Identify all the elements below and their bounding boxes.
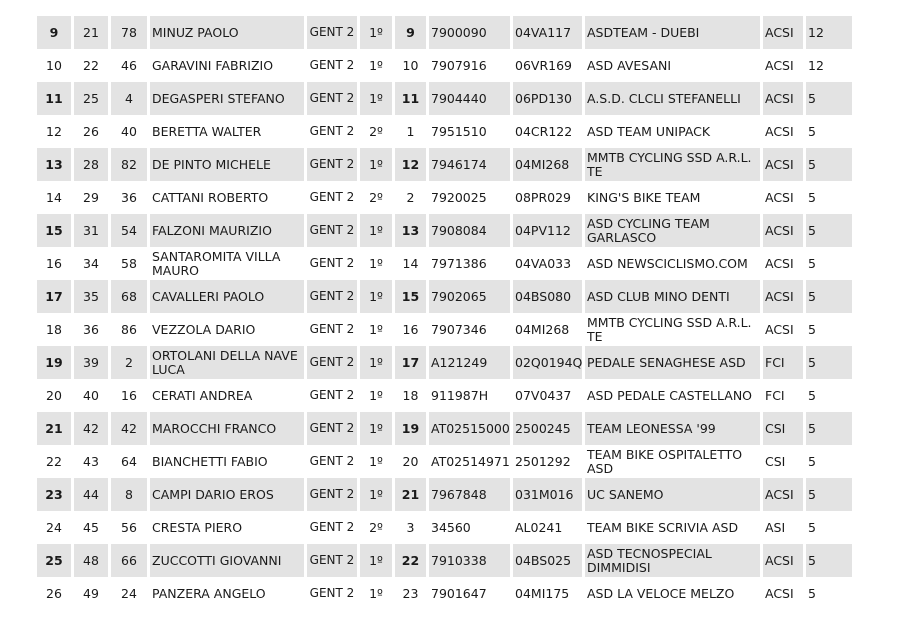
table-row (37, 181, 852, 214)
table-row (37, 214, 852, 247)
position-cell: 9 (37, 16, 71, 49)
position-cell: 16 (46, 255, 62, 271)
card-number-cell: 7910338 (429, 544, 510, 577)
level-cell: 1º (369, 321, 383, 337)
position-cell: 25 (37, 544, 71, 577)
bib-number-cell: 68 (111, 280, 147, 313)
category-position-cell: 19 (395, 412, 426, 445)
position-cell: 20 (46, 387, 62, 403)
category-position-cell: 15 (395, 280, 426, 313)
table-row (37, 148, 852, 181)
bib-number-cell: 24 (121, 585, 137, 601)
overall-position-cell: 29 (83, 189, 99, 205)
category-cell: GENT 2 (307, 214, 357, 247)
category-cell: GENT 2 (307, 346, 357, 379)
overall-position-cell: 45 (83, 519, 99, 535)
club-name-cell: ASD LA VELOCE MELZO (587, 585, 735, 601)
team-code-cell: 04BS080 (513, 280, 582, 313)
category-cell: GENT 2 (307, 544, 357, 577)
level-cell: 1º (360, 16, 392, 49)
card-number-cell: A121249 (429, 346, 510, 379)
overall-position-cell: 21 (74, 16, 108, 49)
entity-cell: ACSI (763, 16, 803, 49)
card-number-cell: 7907346 (431, 321, 487, 337)
overall-position-cell: 42 (74, 412, 108, 445)
bib-number-cell: 40 (121, 123, 137, 139)
overall-position-cell: 22 (83, 57, 99, 73)
position-cell: 14 (46, 189, 62, 205)
club-name-cell: TEAM BIKE SCRIVIA ASD (587, 519, 739, 535)
level-cell: 1º (360, 214, 392, 247)
bib-number-cell: 64 (121, 453, 137, 469)
points-cell: 5 (806, 280, 852, 313)
category-cell: GENT 2 (309, 58, 355, 72)
level-cell: 2º (369, 519, 383, 535)
level-cell: 1º (360, 82, 392, 115)
points-cell: 12 (806, 16, 852, 49)
category-cell: GENT 2 (307, 478, 357, 511)
club-name-cell: ASD NEWSCICLISMO.COM (587, 255, 748, 271)
club-name-cell: KING'S BIKE TEAM (587, 189, 701, 205)
bib-number-cell: 82 (111, 148, 147, 181)
category-cell: GENT 2 (309, 256, 355, 270)
points-cell: 5 (806, 412, 852, 445)
overall-position-cell: 39 (74, 346, 108, 379)
category-position-cell: 21 (395, 478, 426, 511)
entity-cell: ACSI (763, 82, 803, 115)
results-table (34, 16, 855, 610)
category-cell: GENT 2 (309, 388, 355, 402)
card-number-cell: 7900090 (429, 16, 510, 49)
club-name-cell: A.S.D. CLCLI STEFANELLI (585, 82, 760, 115)
team-code-cell: 04MI268 (515, 321, 570, 337)
level-cell: 1º (360, 346, 392, 379)
team-code-cell: 06PD130 (513, 82, 582, 115)
category-position-cell: 22 (395, 544, 426, 577)
category-position-cell: 20 (402, 453, 419, 469)
card-number-cell: 7902065 (429, 280, 510, 313)
overall-position-cell: 43 (83, 453, 99, 469)
card-number-cell: 7971386 (431, 255, 487, 271)
category-position-cell: 17 (395, 346, 426, 379)
card-number-cell: AT02514971 (431, 453, 510, 469)
level-cell: 1º (369, 387, 383, 403)
entity-cell: ACSI (765, 189, 794, 205)
club-name-cell: ASD PEDALE CASTELLANO (587, 387, 753, 403)
entity-cell: ACSI (763, 148, 803, 181)
club-name-cell: PEDALE SENAGHESE ASD (585, 346, 760, 379)
table-row (37, 247, 852, 280)
table-row (37, 16, 852, 49)
rider-name-cell: DEGASPERI STEFANO (150, 82, 304, 115)
level-cell: 1º (369, 453, 383, 469)
card-number-cell: 7907916 (431, 57, 487, 73)
position-cell: 11 (37, 82, 71, 115)
entity-cell: FCI (763, 346, 803, 379)
points-cell: 5 (806, 346, 852, 379)
rider-name-cell: CERATI ANDREA (152, 387, 253, 403)
bib-number-cell: 4 (111, 82, 147, 115)
bib-number-cell: 8 (111, 478, 147, 511)
category-cell: GENT 2 (309, 322, 355, 336)
rider-name-cell: FALZONI MAURIZIO (150, 214, 304, 247)
bib-number-cell: 46 (121, 57, 137, 73)
table-row (37, 478, 852, 511)
category-cell: GENT 2 (307, 82, 357, 115)
points-cell: 5 (806, 148, 852, 181)
club-name-cell: MMTB CYCLING SSD A.R.L. TE (585, 148, 760, 181)
category-position-cell: 16 (402, 321, 419, 337)
bib-number-cell: 86 (121, 321, 137, 337)
points-cell: 5 (806, 478, 852, 511)
rider-name-cell: MAROCCHI FRANCO (150, 412, 304, 445)
team-code-cell: 04MI175 (515, 585, 570, 601)
level-cell: 1º (369, 57, 383, 73)
rider-name-cell: BIANCHETTI FABIO (152, 453, 268, 469)
club-name-cell: ASD TEAM UNIPACK (587, 123, 711, 139)
entity-cell: FCI (765, 387, 785, 403)
team-code-cell: 02Q0194Q (513, 346, 582, 379)
bib-number-cell: 16 (121, 387, 137, 403)
card-number-cell: 7920025 (431, 189, 487, 205)
card-number-cell: 7901647 (431, 585, 487, 601)
position-cell: 15 (37, 214, 71, 247)
points-cell: 12 (808, 57, 824, 73)
overall-position-cell: 49 (83, 585, 99, 601)
rider-name-cell: CATTANI ROBERTO (152, 189, 269, 205)
points-cell: 5 (806, 82, 852, 115)
rider-name-cell: ORTOLANI DELLA NAVE LUCA (150, 346, 304, 379)
points-cell: 5 (808, 321, 816, 337)
category-position-cell: 12 (395, 148, 426, 181)
rider-name-cell: CRESTA PIERO (152, 519, 243, 535)
rider-name-cell: VEZZOLA DARIO (152, 321, 256, 337)
category-position-cell: 14 (402, 255, 419, 271)
bib-number-cell: 2 (111, 346, 147, 379)
position-cell: 10 (46, 57, 62, 73)
rider-name-cell: GARAVINI FABRIZIO (152, 57, 274, 73)
points-cell: 5 (808, 585, 816, 601)
table-row (37, 511, 852, 544)
entity-cell: ACSI (765, 255, 794, 271)
category-position-cell: 1 (406, 123, 415, 139)
club-name-cell: ASD CYCLING TEAM GARLASCO (585, 214, 760, 247)
team-code-cell: 04VA117 (513, 16, 582, 49)
club-name-cell: ASD CLUB MINO DENTI (585, 280, 760, 313)
entity-cell: ACSI (765, 123, 794, 139)
rider-name-cell: MINUZ PAOLO (150, 16, 304, 49)
table-row (37, 577, 852, 610)
category-position-cell: 13 (395, 214, 426, 247)
bib-number-cell: 58 (121, 255, 137, 271)
position-cell: 13 (37, 148, 71, 181)
points-cell: 5 (808, 123, 816, 139)
rider-name-cell: DE PINTO MICHELE (150, 148, 304, 181)
rider-name-cell: CAMPI DARIO EROS (150, 478, 304, 511)
entity-cell: ACSI (763, 214, 803, 247)
points-cell: 5 (808, 255, 816, 271)
category-cell: GENT 2 (309, 520, 355, 534)
overall-position-cell: 36 (83, 321, 99, 337)
bib-number-cell: 42 (111, 412, 147, 445)
category-position-cell: 23 (402, 585, 419, 601)
category-position-cell: 2 (406, 189, 415, 205)
team-code-cell: 2501292 (515, 453, 571, 469)
entity-cell: ACSI (763, 280, 803, 313)
overall-position-cell: 28 (74, 148, 108, 181)
table-row (37, 544, 852, 577)
club-name-cell: TEAM BIKE OSPITALETTO ASD (587, 446, 743, 476)
card-number-cell: 7908084 (429, 214, 510, 247)
card-number-cell: AT02515000 (429, 412, 510, 445)
bib-number-cell: 78 (111, 16, 147, 49)
level-cell: 1º (360, 544, 392, 577)
overall-position-cell: 40 (83, 387, 99, 403)
position-cell: 24 (46, 519, 62, 535)
bib-number-cell: 56 (121, 519, 137, 535)
points-cell: 5 (806, 214, 852, 247)
card-number-cell: 34560 (431, 519, 471, 535)
entity-cell: CSI (763, 412, 803, 445)
rider-name-cell: CAVALLERI PAOLO (150, 280, 304, 313)
rider-name-cell: ZUCCOTTI GIOVANNI (150, 544, 304, 577)
entity-cell: ACSI (765, 321, 794, 337)
position-cell: 23 (37, 478, 71, 511)
team-code-cell: AL0241 (515, 519, 563, 535)
level-cell: 2º (369, 189, 383, 205)
table-row (37, 346, 852, 379)
position-cell: 18 (46, 321, 62, 337)
team-code-cell: 07V0437 (515, 387, 572, 403)
card-number-cell: 7951510 (431, 123, 487, 139)
bib-number-cell: 36 (121, 189, 137, 205)
points-cell: 5 (808, 189, 816, 205)
overall-position-cell: 48 (74, 544, 108, 577)
position-cell: 26 (46, 585, 62, 601)
entity-cell: CSI (765, 453, 786, 469)
entity-cell: ACSI (763, 544, 803, 577)
rider-name-cell: PANZERA ANGELO (152, 585, 266, 601)
overall-position-cell: 34 (83, 255, 99, 271)
position-cell: 21 (37, 412, 71, 445)
team-code-cell: 06VR169 (515, 57, 573, 73)
card-number-cell: 911987H (431, 387, 489, 403)
club-name-cell: ASD TECNOSPECIAL DIMMIDISI (585, 544, 760, 577)
category-position-cell: 10 (402, 57, 419, 73)
level-cell: 1º (369, 585, 383, 601)
team-code-cell: 04PV112 (513, 214, 582, 247)
club-name-cell: MMTB CYCLING SSD A.R.L. TE (587, 314, 752, 344)
level-cell: 1º (360, 412, 392, 445)
team-code-cell: 08PR029 (515, 189, 571, 205)
position-cell: 19 (37, 346, 71, 379)
level-cell: 1º (360, 478, 392, 511)
table-row (37, 445, 852, 478)
club-name-cell: TEAM LEONESSA '99 (585, 412, 760, 445)
position-cell: 17 (37, 280, 71, 313)
overall-position-cell: 25 (74, 82, 108, 115)
points-cell: 5 (808, 453, 816, 469)
level-cell: 2º (369, 123, 383, 139)
points-cell: 5 (808, 387, 816, 403)
entity-cell: ACSI (765, 57, 794, 73)
points-cell: 5 (808, 519, 816, 535)
results-body (37, 16, 852, 610)
entity-cell: ACSI (765, 585, 794, 601)
level-cell: 1º (369, 255, 383, 271)
position-cell: 22 (46, 453, 62, 469)
club-name-cell: ASDTEAM - DUEBI (585, 16, 760, 49)
level-cell: 1º (360, 280, 392, 313)
category-cell: GENT 2 (309, 586, 355, 600)
team-code-cell: 2500245 (513, 412, 582, 445)
card-number-cell: 7904440 (429, 82, 510, 115)
table-row (37, 82, 852, 115)
club-name-cell: ASD AVESANI (587, 57, 672, 73)
table-row (37, 280, 852, 313)
category-cell: GENT 2 (307, 148, 357, 181)
category-cell: GENT 2 (309, 454, 355, 468)
entity-cell: ASI (765, 519, 786, 535)
bib-number-cell: 54 (111, 214, 147, 247)
team-code-cell: 04CR122 (515, 123, 573, 139)
level-cell: 1º (360, 148, 392, 181)
overall-position-cell: 31 (74, 214, 108, 247)
entity-cell: ACSI (763, 478, 803, 511)
table-row (37, 412, 852, 445)
table-row (37, 313, 852, 346)
table-row (37, 115, 852, 148)
overall-position-cell: 35 (74, 280, 108, 313)
rider-name-cell: BERETTA WALTER (152, 123, 262, 139)
rider-name-cell: SANTAROMITA VILLA MAURO (152, 248, 281, 278)
category-cell: GENT 2 (307, 16, 357, 49)
points-cell: 5 (806, 544, 852, 577)
overall-position-cell: 44 (74, 478, 108, 511)
category-cell: GENT 2 (309, 190, 355, 204)
team-code-cell: 04BS025 (513, 544, 582, 577)
category-cell: GENT 2 (307, 412, 357, 445)
table-row (37, 49, 852, 82)
club-name-cell: UC SANEMO (585, 478, 760, 511)
table-row (37, 379, 852, 412)
team-code-cell: 04MI268 (513, 148, 582, 181)
category-cell: GENT 2 (307, 280, 357, 313)
position-cell: 12 (46, 123, 62, 139)
category-position-cell: 3 (406, 519, 415, 535)
overall-position-cell: 26 (83, 123, 99, 139)
category-cell: GENT 2 (309, 124, 355, 138)
category-position-cell: 18 (402, 387, 419, 403)
team-code-cell: 031M016 (513, 478, 582, 511)
card-number-cell: 7946174 (429, 148, 510, 181)
bib-number-cell: 66 (111, 544, 147, 577)
category-position-cell: 11 (395, 82, 426, 115)
team-code-cell: 04VA033 (515, 255, 572, 271)
category-position-cell: 9 (395, 16, 426, 49)
card-number-cell: 7967848 (429, 478, 510, 511)
